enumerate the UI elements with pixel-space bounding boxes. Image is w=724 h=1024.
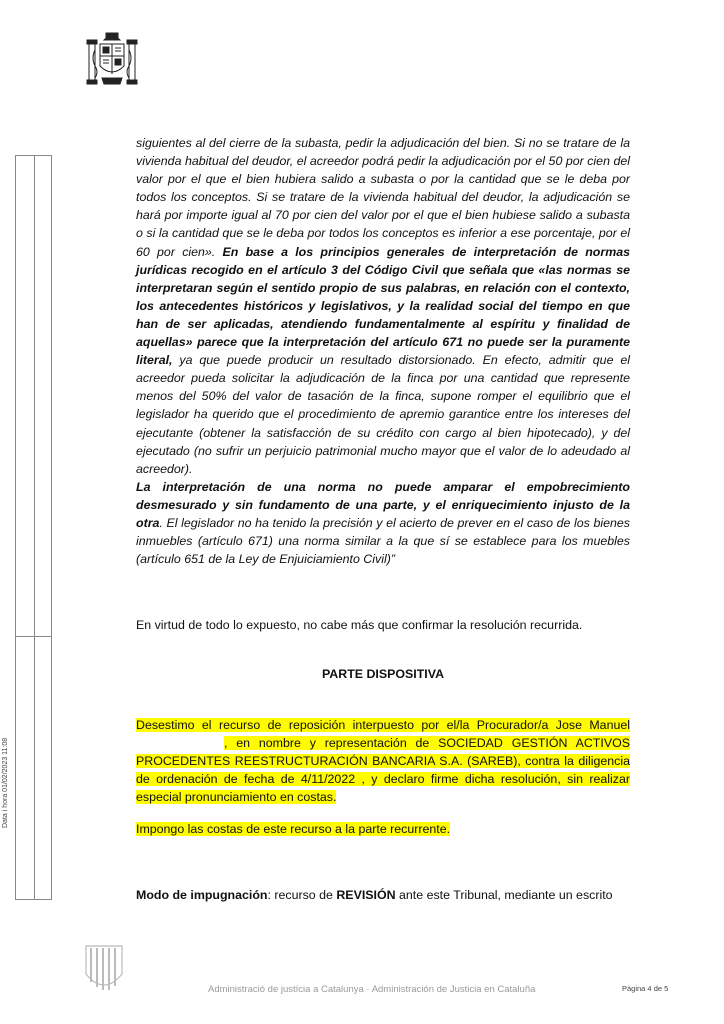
margin-signature-box: [15, 155, 52, 900]
dispositiva-text-b: , en nombre y representación de SOCIEDAD GESTIÓN ACTIVOS PROCEDENTES REESTRUCTURACIÓN BANCARIA S.A. (SAREB), contra la diligencia de ordenación de fecha de 4/11/2022 , y declaro firme dicha resolución, sin realizar especial pronunciamiento en costas.: [136, 736, 630, 805]
conclusion-paragraph: En virtud de todo lo expuesto, no cabe más que confirmar la resolución recurrida.: [136, 618, 583, 632]
section-heading: PARTE DISPOSITIVA: [321, 667, 445, 681]
impugnacion-label: Modo de impugnación: [136, 888, 268, 902]
footer-text: Administració de justícia a Catalunya · Administración de Justicia en Cataluña: [208, 984, 536, 995]
dispositiva-paragraph: [136, 716, 630, 806]
redacted-name: [136, 737, 224, 749]
impugnacion-revision: REVISIÓN: [336, 888, 396, 902]
quoted-judgment-text: [136, 134, 630, 568]
impugnacion-text-1: : recurso de: [267, 888, 337, 902]
costas-text: Impongo las costas de este recurso a la parte recurrente.: [136, 822, 451, 836]
quote-bold-1: En base a los principios generales de interpretación de normas jurídicas recogido en el artículo 3 del Código Civil que señala que «las normas se interpretaran según el sentido propio de sus palabras, en relación con el contexto, los antecedentes históricos y legislativos, y la realidad social del tiempo en que han de ser aplicadas, atendiendo fundamentalmente al espíritu y finalidad de aquellas» parece que la interpretación del artículo 671 no puede ser la puramente literal,: [136, 244, 630, 368]
impugnacion-text-2: ante este Tribunal, mediante un escrito: [395, 888, 613, 902]
catalonia-emblem-icon: [84, 944, 124, 994]
margin-timestamp: Data i hora 01/02/2023 11:08: [2, 737, 9, 828]
quote-part-2: ya que puede producir un resultado distorsionado. En efecto, admitir que el acreedor pueda solicitar la adjudicación de la finca por una cantidad que represente menos del 50% del valor de tasación de la finca, supone romper el equilibrio que el legislador ha querido que el procedimiento de apremio garantice entre los intereses del ejecutante (obtener la satisfacción de su crédito con cargo al bien hipotecado), y del ejecutado (no sufrir un perjuicio patrimonial mucho mayor que el valor de lo adeudado al acreedor).: [136, 353, 630, 476]
spanish-coat-of-arms-icon: [84, 30, 140, 92]
quote-bold-2: La interpretación de una norma no puede amparar el empobrecimiento desmesurado y sin fundamento de una parte, y el enriquecimiento injusto de la otra: [136, 479, 630, 530]
dispositiva-text-a: Desestimo el recurso de reposición interpuesto por el/la Procurador/a Jose Manuel: [136, 718, 630, 732]
costas-paragraph: [136, 820, 630, 838]
quote-part-1: siguientes al del cierre de la subasta, pedir la adjudicación del bien. Si no se tratare de la vivienda habitual del deudor, el acreedor podrá pedir la adjudicación por el 50 por cien del valor por el que el bien hubiera salido a subasta o por la cantidad que se le deba por todos los conceptos. Si se tratare de la vivienda habitual del deudor, la adjudicación se hará por importe igual al 70 por cien del valor por el que el bien hubiese salido a subasta o si la cantidad que se le deba por todos los conceptos es inferior a ese porcentaje, por el 60 por cien».: [136, 136, 630, 259]
quote-part-3: . El legislador no ha tenido la precisión y el acierto de prever en el caso de los bienes inmuebles (artículo 671) una norma similar a la que sí se establece para los muebles (artículo 651 de la Ley de Enjuiciamiento Civil)”: [136, 515, 630, 567]
page-number: Pàgina 4 de 5: [622, 984, 669, 993]
impugnacion-paragraph: [136, 886, 630, 904]
